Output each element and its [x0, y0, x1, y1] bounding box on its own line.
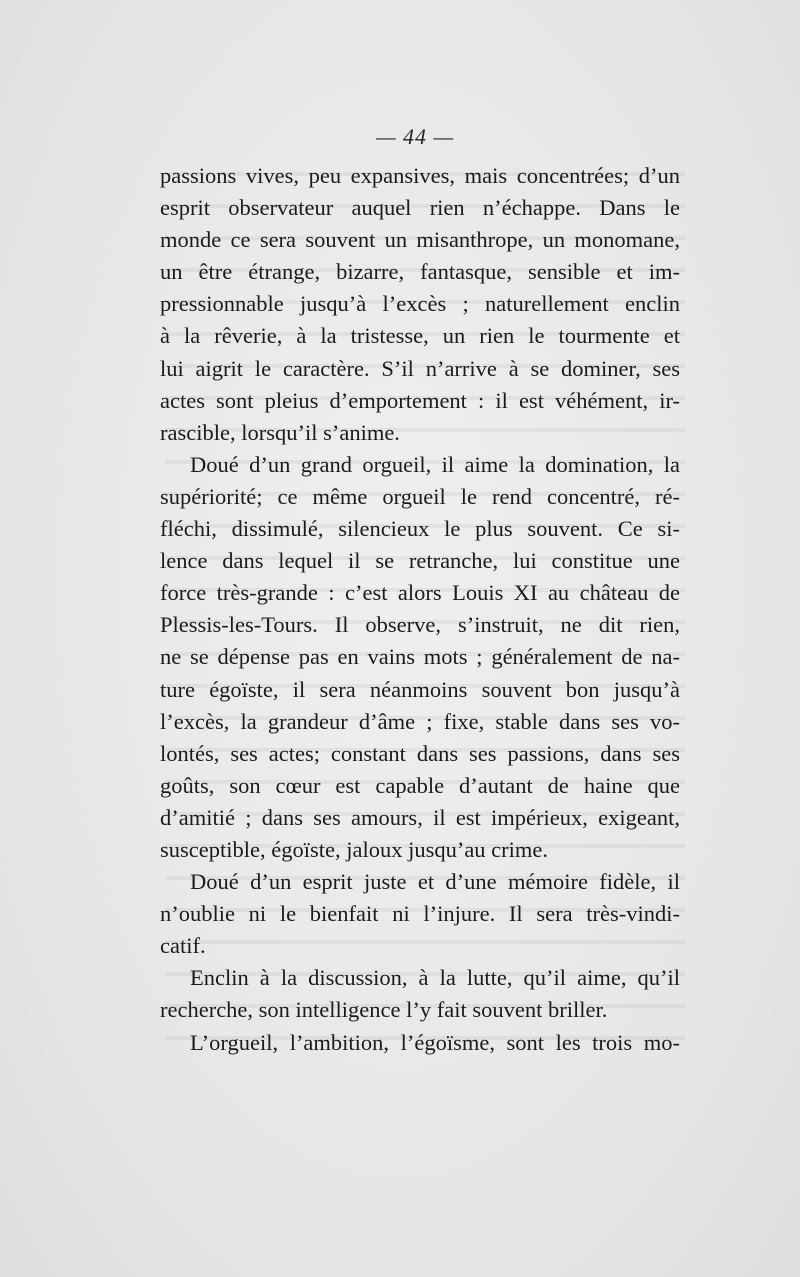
text-line: Plessis-les-Tours. Il observe, s’instruit, ne dit rien, — [160, 612, 680, 638]
text-line: monde ce sera souvent un misanthrope, un monomane, — [160, 227, 680, 253]
page-number: — 44 — — [375, 124, 455, 149]
text-line: pressionnable jusqu’à l’excès ; naturellement enclin — [160, 291, 680, 317]
text-line: recherche, son intelligence l’y fait souvent briller. — [160, 997, 608, 1023]
text-line: ture égoïste, il sera néanmoins souvent bon jusqu’à — [160, 676, 680, 702]
text-line: actes sont pleius d’emportement : il est véhément, ir- — [160, 387, 680, 413]
text-line: force très-grande : c’est alors Louis XI au château de — [160, 580, 680, 606]
text-line: goûts, son cœur est capable d’autant de haine que — [160, 772, 680, 798]
text-line: l’excès, la grandeur d’âme ; fixe, stable dans ses vo- — [160, 708, 680, 734]
text-line: n’oublie ni le bienfait ni l’injure. Il sera très-vindi- — [160, 901, 680, 927]
text-line: ne se dépense pas en vains mots ; généralement de na- — [160, 644, 680, 670]
text-line: à la rêverie, à la tristesse, un rien le tourmente et — [160, 323, 680, 349]
text-line: esprit observateur auquel rien n’échappe. Dans le — [160, 195, 680, 221]
text-line: rascible, lorsqu’il s’anime. — [160, 419, 400, 445]
text-line: lence dans lequel il se retranche, lui constitue une — [160, 548, 680, 574]
text-line: catif. — [160, 933, 206, 959]
text-line: susceptible, égoïste, jaloux jusqu’au crime. — [160, 836, 549, 862]
text-line: d’amitié ; dans ses amours, il est impérieux, exigeant, — [160, 804, 680, 830]
text-line: Doué d’un grand orgueil, il aime la domination, la — [190, 451, 680, 477]
body-text — [160, 160, 680, 1059]
text-line: fléchi, dissimulé, silencieux le plus souvent. Ce si- — [160, 516, 680, 542]
text-line: L’orgueil, l’ambition, l’égoïsme, sont les trois mo- — [190, 1029, 680, 1055]
text-line: Doué d’un esprit juste et d’une mémoire fidèle, il — [190, 869, 680, 895]
text-line: Enclin à la discussion, à la lutte, qu’il aime, qu’il — [190, 965, 680, 991]
text-line: passions vives, peu expansives, mais concentrées; d’un — [160, 163, 680, 188]
text-line: lontés, ses actes; constant dans ses passions, dans ses — [160, 740, 680, 766]
text-line: un être étrange, bizarre, fantasque, sensible et im- — [160, 259, 680, 285]
text-line: supériorité; ce même orgueil le rend concentré, ré- — [160, 483, 680, 509]
text-line: lui aigrit le caractère. S’il n’arrive à se dominer, ses — [160, 355, 680, 381]
